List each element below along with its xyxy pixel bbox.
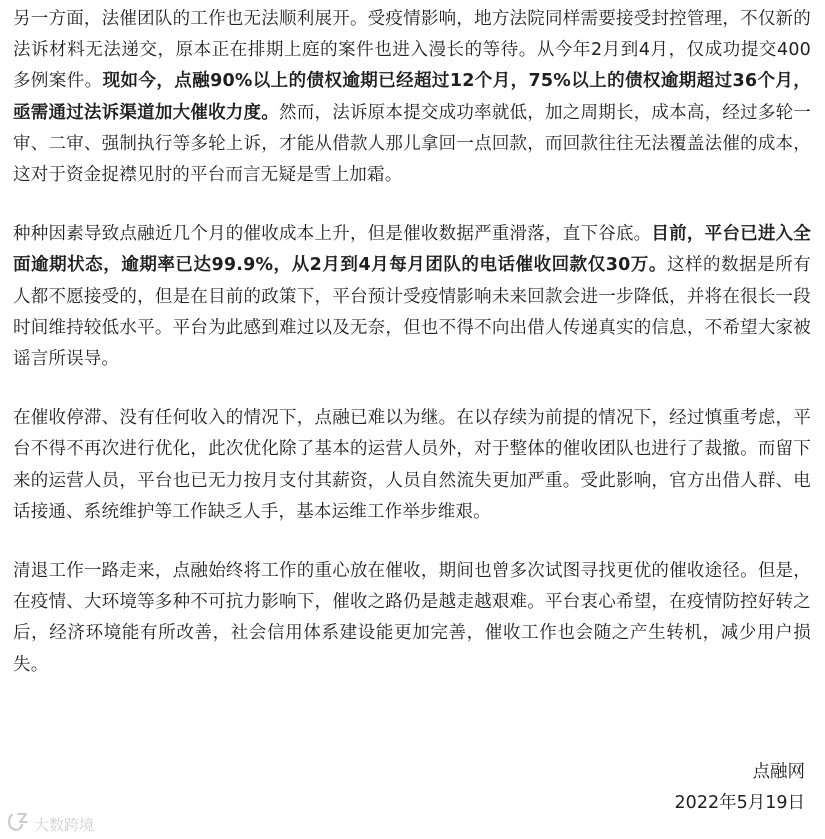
paragraph-3	[13, 403, 811, 528]
paragraph-2-bold-text: 目前，平台已进入全面逾期状态，逾期率已达99.9%，从2月到4月每月团队的电话催收回款仅30万。	[13, 224, 811, 276]
paragraph-2	[13, 219, 811, 375]
article-body	[13, 4, 811, 709]
watermark-text: 大数跨境	[34, 815, 95, 834]
paragraph-4	[13, 556, 811, 681]
paragraph-2-text-tail: 这样的数据是所有人都不愿接受的，但是在目前的政策下，平台预计受疫情影响未来回款会进一步降低，并将在很长一段时间维持较低水平。平台为此感到难过以及无奈，但也不得不向出借人传递真实的信息，不希望大家被谣言所误导。	[13, 255, 811, 370]
watermark	[6, 812, 94, 836]
paragraph-4-text: 清退工作一路走来，点融始终将工作的重心放在催收，期间也曾多次试图寻找更优的催收途径。但是，在疫情、大环境等多种不可抗力影响下，催收之路仍是越走越艰难。平台衷心希望，在疫情防控好转之后，经济环境能有所改善，社会信用体系建设能更加完善，催收工作也会随之产生转机，减少用户损失。	[13, 561, 811, 675]
signature-date: 2022年5月19日	[674, 793, 805, 814]
paragraph-1-bold-text: 现如今，点融90%以上的债权逾期已经超过12个月，75%以上的债权逾期超过36个月，亟需通过法诉渠道加大催收力度。	[13, 71, 811, 123]
brand-logo-icon	[6, 811, 30, 837]
signature-block	[505, 757, 805, 819]
paragraph-1	[13, 4, 811, 191]
paragraph-3-text: 在催收停滞、没有任何收入的情况下，点融已难以为继。在以存续为前提的情况下，经过慎重考虑，平台不得不再次进行优化，此次优化除了基本的运营人员外，对于整体的催收团队也进行了裁撤。而留下来的运营人员，平台也已无力按月支付其薪资，人员自然流失更加严重。受此影响，官方出借人群、电话接通、系统维护等工作缺乏人手，基本运维工作举步维艰。	[13, 408, 811, 522]
paragraph-1-text-tail: 然而，法诉原本提交成功率就低，加之周期长，成本高，经过多轮一审、二审、强制执行等多轮上诉，才能从借款人那儿拿回一点回款，而回款往往无法覆盖法催的成本，这对于资金捉襟见肘的平台而言无疑是雪上加霜。	[13, 102, 812, 186]
paragraph-1-text: 另一方面，法催团队的工作也无法顺利展开。受疫情影响，地方法院同样需要接受封控管理，不仅新的法诉材料无法递交，原本正在排期上庭的案件也进入漫长的等待。从今年2月到4月，仅成功提交400多例案件。	[13, 9, 811, 92]
paragraph-2-text: 种种因素导致点融近几个月的催收成本上升，但是催收数据严重滑落，直下谷底。	[13, 224, 652, 245]
signature-org: 点融网	[752, 762, 805, 782]
